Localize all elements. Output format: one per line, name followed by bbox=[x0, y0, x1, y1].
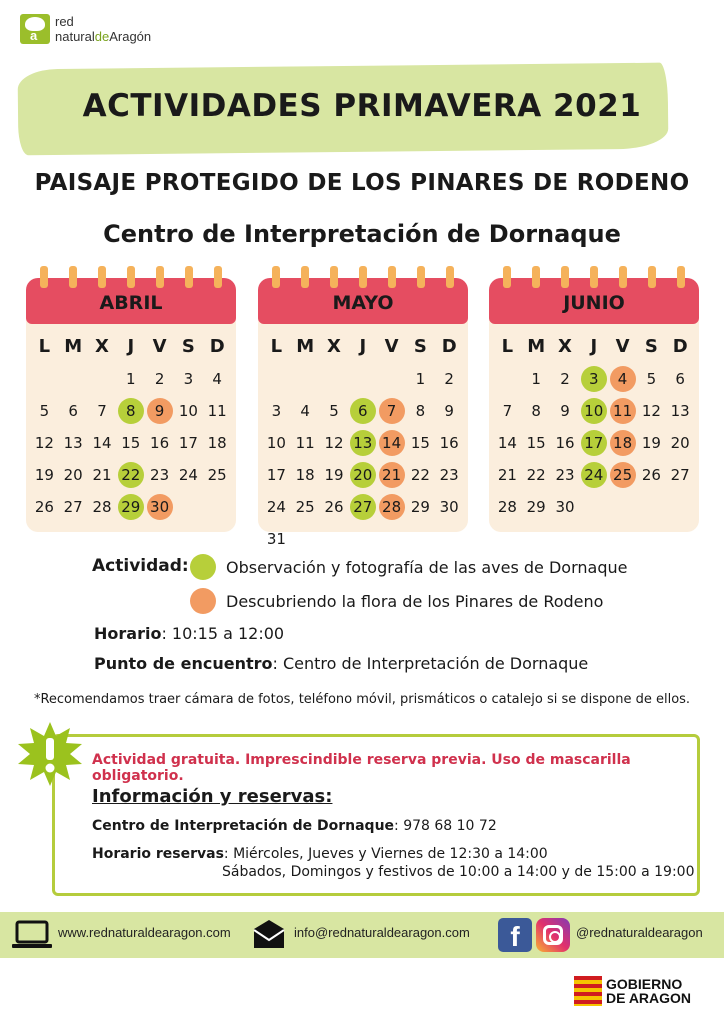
day-birds-activity: 24 bbox=[579, 460, 608, 492]
day-cell: 21 bbox=[92, 466, 112, 484]
day-cell: 19 bbox=[641, 434, 661, 452]
month-header: ABRIL bbox=[26, 278, 236, 324]
day-cell: 30 bbox=[555, 498, 575, 516]
day-flora-activity: 30 bbox=[145, 492, 174, 524]
day-cell: 13 bbox=[670, 402, 690, 420]
day-birds-activity: 20 bbox=[348, 460, 377, 492]
day-cell: 19 bbox=[34, 466, 54, 484]
facebook-icon[interactable]: f bbox=[498, 918, 532, 952]
day-cell: 24 bbox=[266, 498, 286, 516]
day-cell: 12 bbox=[641, 402, 661, 420]
day-cell: 10 bbox=[266, 434, 286, 452]
day-cell: 2 bbox=[444, 370, 454, 388]
day-cell: 19 bbox=[324, 466, 344, 484]
empty-day-cell bbox=[637, 492, 666, 524]
day-cell: 16 bbox=[150, 434, 170, 452]
day-cell: 21 bbox=[497, 466, 517, 484]
day-cell: 16 bbox=[555, 434, 575, 452]
empty-day-cell bbox=[262, 364, 291, 396]
day-cell: 29 bbox=[526, 498, 546, 516]
day-birds-activity: 13 bbox=[348, 428, 377, 460]
day-cell: 13 bbox=[63, 434, 83, 452]
day-flora-activity: 11 bbox=[608, 396, 637, 428]
weekday-label: L bbox=[270, 336, 283, 357]
red-natural-logo bbox=[20, 14, 151, 44]
empty-day-cell bbox=[320, 364, 349, 396]
page-title: ACTIVIDADES PRIMAVERA 2021 bbox=[82, 88, 642, 124]
day-cell: 17 bbox=[266, 466, 286, 484]
weekday-label: S bbox=[181, 336, 195, 357]
day-cell: 3 bbox=[271, 402, 282, 420]
empty-day-cell bbox=[406, 524, 435, 556]
day-birds-activity: 29 bbox=[116, 492, 145, 524]
day-cell: 20 bbox=[63, 466, 83, 484]
empty-day-cell bbox=[320, 524, 349, 556]
day-flora-activity: 14 bbox=[377, 428, 406, 460]
footer bbox=[0, 912, 724, 958]
day-cell: 22 bbox=[410, 466, 430, 484]
day-cell: 14 bbox=[92, 434, 112, 452]
empty-day-cell bbox=[203, 492, 232, 524]
day-cell: 26 bbox=[324, 498, 344, 516]
day-cell: 25 bbox=[207, 466, 227, 484]
schedule: Horario: 10:15 a 12:00 bbox=[94, 624, 285, 643]
day-birds-activity: 8 bbox=[116, 396, 145, 428]
center-name: Centro de Interpretación de Dornaque bbox=[103, 220, 621, 248]
laptop-icon bbox=[12, 920, 52, 950]
day-cell: 15 bbox=[121, 434, 141, 452]
day-cell: 24 bbox=[178, 466, 198, 484]
day-cell: 27 bbox=[670, 466, 690, 484]
day-cell: 2 bbox=[154, 370, 165, 388]
month-header: MAYO bbox=[258, 278, 468, 324]
logo-text: red naturaldeAragón bbox=[55, 14, 152, 44]
empty-day-cell bbox=[88, 364, 117, 396]
day-cell: 11 bbox=[207, 402, 227, 420]
day-cell: 26 bbox=[34, 498, 54, 516]
empty-day-cell bbox=[348, 364, 377, 396]
weekday-label: V bbox=[384, 336, 399, 357]
empty-day-cell bbox=[174, 492, 203, 524]
day-cell: 23 bbox=[555, 466, 575, 484]
day-birds-activity: 17 bbox=[579, 428, 608, 460]
empty-day-cell bbox=[608, 492, 637, 524]
day-cell: 31 bbox=[266, 530, 286, 548]
day-cell: 5 bbox=[329, 402, 339, 420]
weekday-label: V bbox=[615, 336, 630, 357]
day-cell: 3 bbox=[183, 370, 194, 388]
day-cell: 1 bbox=[415, 370, 426, 388]
weekday-label: D bbox=[441, 336, 457, 357]
day-cell: 7 bbox=[97, 402, 107, 420]
weekday-label: L bbox=[501, 336, 514, 357]
weekday-label: D bbox=[672, 336, 688, 357]
day-birds-activity: 22 bbox=[116, 460, 145, 492]
exclamation-burst-icon bbox=[18, 722, 82, 786]
day-cell: 15 bbox=[526, 434, 546, 452]
day-flora-activity: 25 bbox=[608, 460, 637, 492]
day-cell: 18 bbox=[207, 434, 227, 452]
day-cell: 5 bbox=[646, 370, 657, 388]
day-flora-activity: 18 bbox=[608, 428, 637, 460]
weekday-label: M bbox=[64, 336, 83, 357]
empty-day-cell bbox=[666, 492, 695, 524]
weekday-label: J bbox=[359, 336, 367, 357]
day-cell: 18 bbox=[295, 466, 315, 484]
day-birds-activity: 3 bbox=[579, 364, 608, 396]
day-birds-activity: 27 bbox=[348, 492, 377, 524]
gobierno-aragon-logo: GOBIERNO DE ARAGON bbox=[574, 976, 691, 1006]
day-cell: 22 bbox=[526, 466, 546, 484]
calendar-rings bbox=[40, 266, 222, 288]
day-cell: 23 bbox=[150, 466, 170, 484]
day-cell: 8 bbox=[415, 402, 426, 420]
day-cell: 20 bbox=[670, 434, 690, 452]
day-cell: 5 bbox=[39, 402, 50, 420]
email-link[interactable]: info@rednaturaldearagon.com bbox=[294, 925, 470, 940]
empty-day-cell bbox=[348, 524, 377, 556]
orange-dot-icon bbox=[190, 588, 216, 614]
tree-icon: a bbox=[20, 14, 50, 44]
instagram-icon[interactable] bbox=[536, 918, 570, 952]
park-name: PAISAJE PROTEGIDO DE LOS PINARES DE RODENO bbox=[34, 170, 690, 196]
weekday-label: X bbox=[95, 336, 109, 357]
empty-day-cell bbox=[377, 364, 406, 396]
weekday-label: M bbox=[296, 336, 315, 357]
day-cell: 4 bbox=[212, 370, 222, 388]
day-cell: 6 bbox=[68, 402, 78, 420]
recommendation-note: *Recomendamos traer cámara de fotos, teléfono móvil, prismáticos o catalejo si se dispone de ellos. bbox=[33, 692, 691, 707]
day-cell: 28 bbox=[92, 498, 112, 516]
weekday-label: V bbox=[152, 336, 167, 357]
day-birds-activity: 6 bbox=[348, 396, 377, 428]
day-cell: 9 bbox=[444, 402, 454, 420]
empty-day-cell bbox=[59, 364, 88, 396]
booking-hours: Horario reservas: Miércoles, Jueves y Viernes de 12:30 a 14:00 bbox=[92, 846, 548, 862]
day-cell: 12 bbox=[34, 434, 54, 452]
day-cell: 15 bbox=[410, 434, 430, 452]
calendar-abril bbox=[26, 266, 236, 532]
empty-day-cell bbox=[493, 364, 522, 396]
warning-text: Actividad gratuita. Imprescindible reserva previa. Uso de mascarilla obligatorio. bbox=[92, 752, 631, 784]
weekday-label: X bbox=[327, 336, 341, 357]
day-cell: 23 bbox=[439, 466, 459, 484]
calendar-rings bbox=[503, 266, 685, 288]
empty-day-cell bbox=[377, 524, 406, 556]
legend-item-birds: Observación y fotografía de las aves de Dornaque bbox=[190, 554, 627, 580]
info-title: Información y reservas: bbox=[92, 786, 333, 807]
calendar-mayo bbox=[258, 266, 468, 548]
day-cell: 4 bbox=[300, 402, 310, 420]
weekday-label: M bbox=[527, 336, 546, 357]
day-cell: 1 bbox=[531, 370, 541, 388]
day-cell: 7 bbox=[502, 402, 513, 420]
day-flora-activity: 7 bbox=[377, 396, 406, 428]
day-cell: 12 bbox=[324, 434, 344, 452]
day-cell: 26 bbox=[641, 466, 661, 484]
website-link[interactable]: www.rednaturaldearagon.com bbox=[58, 925, 231, 940]
empty-day-cell bbox=[291, 364, 320, 396]
aragon-flag-icon bbox=[574, 976, 602, 1006]
legend-label: Actividad: bbox=[92, 556, 189, 576]
day-cell: 11 bbox=[295, 434, 315, 452]
day-flora-activity: 9 bbox=[145, 396, 174, 428]
social-handle[interactable]: @rednaturaldearagon bbox=[576, 925, 703, 940]
weekday-label: J bbox=[127, 336, 135, 357]
month-header: JUNIO bbox=[489, 278, 699, 324]
empty-day-cell bbox=[30, 364, 59, 396]
day-cell: 28 bbox=[497, 498, 517, 516]
center-phone: Centro de Interpretación de Dornaque: 978 68 10 72 bbox=[92, 818, 497, 834]
day-cell: 8 bbox=[531, 402, 541, 420]
day-cell: 30 bbox=[439, 498, 459, 516]
empty-day-cell bbox=[291, 524, 320, 556]
meeting-point: Punto de encuentro: Centro de Interpretación de Dornaque bbox=[94, 654, 589, 673]
day-cell: 16 bbox=[439, 434, 459, 452]
weekday-label: S bbox=[413, 336, 427, 357]
weekday-label: L bbox=[38, 336, 51, 357]
empty-day-cell bbox=[435, 524, 464, 556]
day-cell: 27 bbox=[63, 498, 83, 516]
weekday-label: S bbox=[644, 336, 658, 357]
day-cell: 1 bbox=[126, 370, 136, 388]
weekday-label: J bbox=[590, 336, 598, 357]
weekday-label: D bbox=[209, 336, 225, 357]
calendar-junio bbox=[489, 266, 699, 532]
calendar-rings bbox=[272, 266, 454, 288]
day-cell: 17 bbox=[178, 434, 198, 452]
empty-day-cell bbox=[579, 492, 608, 524]
green-dot-icon bbox=[190, 554, 216, 580]
day-flora-activity: 21 bbox=[377, 460, 406, 492]
day-flora-activity: 4 bbox=[608, 364, 637, 396]
day-cell: 10 bbox=[178, 402, 198, 420]
day-cell: 29 bbox=[410, 498, 430, 516]
day-birds-activity: 10 bbox=[579, 396, 608, 428]
day-cell: 9 bbox=[560, 402, 570, 420]
day-cell: 14 bbox=[497, 434, 517, 452]
day-flora-activity: 28 bbox=[377, 492, 406, 524]
day-cell: 25 bbox=[295, 498, 315, 516]
booking-hours-weekend: Sábados, Domingos y festivos de 10:00 a 14:00 y de 15:00 a 19:00 bbox=[222, 864, 695, 880]
weekday-label: X bbox=[558, 336, 572, 357]
day-cell: 6 bbox=[675, 370, 685, 388]
legend-item-flora: Descubriendo la flora de los Pinares de Rodeno bbox=[190, 588, 603, 614]
day-cell: 2 bbox=[560, 370, 570, 388]
envelope-icon bbox=[252, 917, 286, 951]
